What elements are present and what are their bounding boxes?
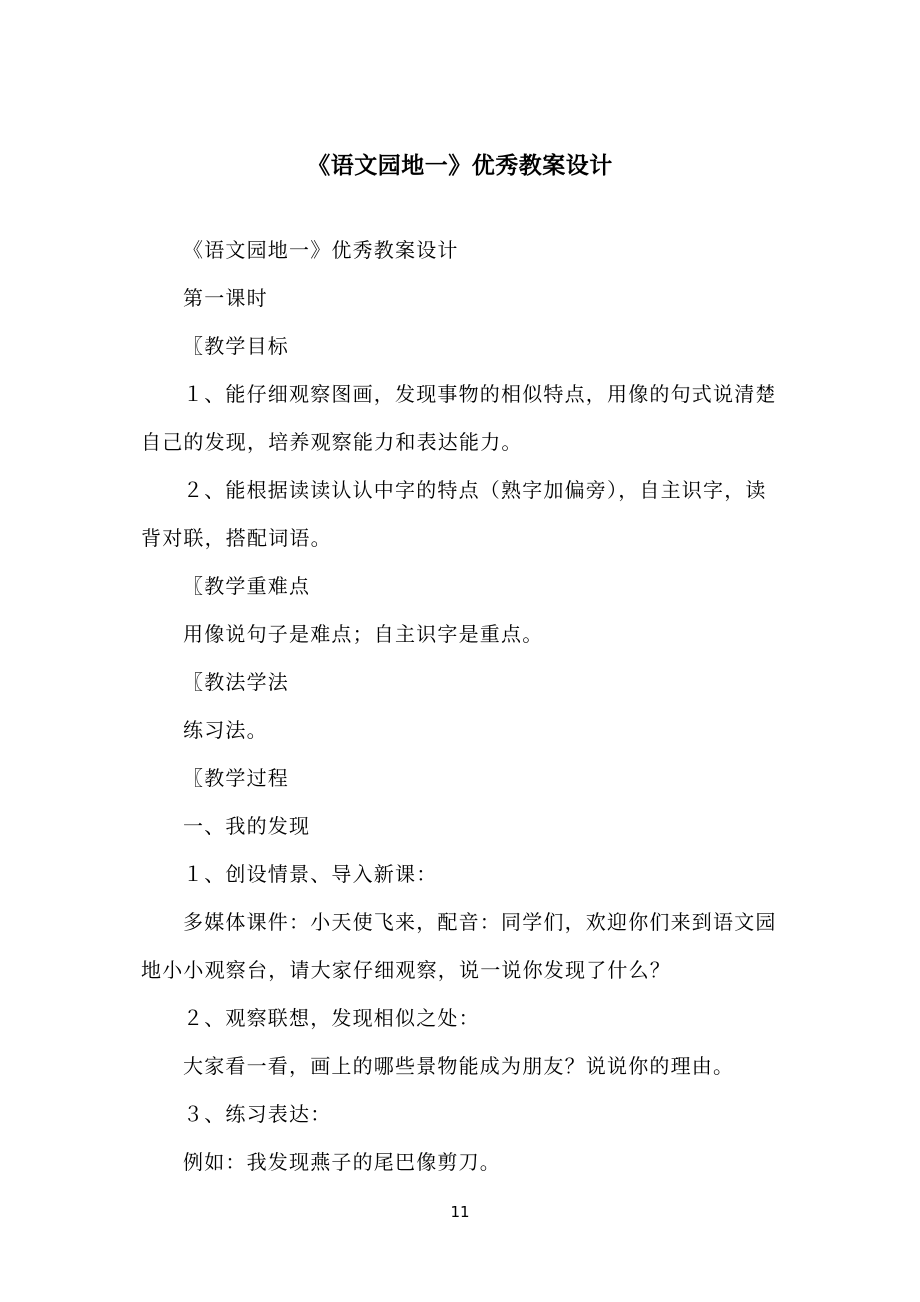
paragraph-lesson-one: 第一课时 xyxy=(183,286,268,310)
paragraph-teaching-methods: 练习法。 xyxy=(183,718,268,742)
page-number: 11 xyxy=(450,1203,470,1221)
paragraph-multimedia-line-2: 地小小观察台，请大家仔细观察，说一说你发现了什么？ xyxy=(141,958,671,982)
paragraph-goal-1-line-1: １、能仔细观察图画，发现事物的相似特点，用像的句式说清楚 xyxy=(183,382,777,406)
paragraph-subtitle: 《语文园地一》优秀教案设计 xyxy=(183,238,459,262)
document-body xyxy=(141,226,791,1186)
paragraph-example: 例如：我发现燕子的尾巴像剪刀。 xyxy=(183,1150,501,1174)
heading-key-difficulties: 〖教学重难点 xyxy=(183,574,311,598)
paragraph-step-1: １、创设情景、导入新课： xyxy=(183,862,438,886)
heading-teaching-process: 〖教学过程 xyxy=(183,766,289,790)
paragraph-step-3: ３、练习表达： xyxy=(183,1102,332,1126)
paragraph-key-difficulties: 用像说句子是难点；自主识字是重点。 xyxy=(183,622,544,646)
paragraph-step-2: ２、观察联想，发现相似之处： xyxy=(183,1006,480,1030)
paragraph-multimedia-line-1: 多媒体课件：小天使飞来，配音：同学们，欢迎你们来到语文园 xyxy=(183,910,777,934)
heading-teaching-methods: 〖教法学法 xyxy=(183,670,289,694)
heading-teaching-goals: 〖教学目标 xyxy=(183,334,289,358)
paragraph-observe-question: 大家看一看，画上的哪些景物能成为朋友？说说你的理由。 xyxy=(183,1054,735,1078)
paragraph-goal-2-line-1: ２、能根据读读认认中字的特点（熟字加偏旁），自主识字，读 xyxy=(183,478,767,502)
paragraph-section-one: 一、我的发现 xyxy=(183,814,311,838)
paragraph-goal-1-line-2: 自己的发现，培养观察能力和表达能力。 xyxy=(141,430,523,454)
document-title: 《语文园地一》优秀教案设计 xyxy=(307,153,613,179)
paragraph-goal-2-line-2: 背对联，搭配词语。 xyxy=(141,526,332,550)
